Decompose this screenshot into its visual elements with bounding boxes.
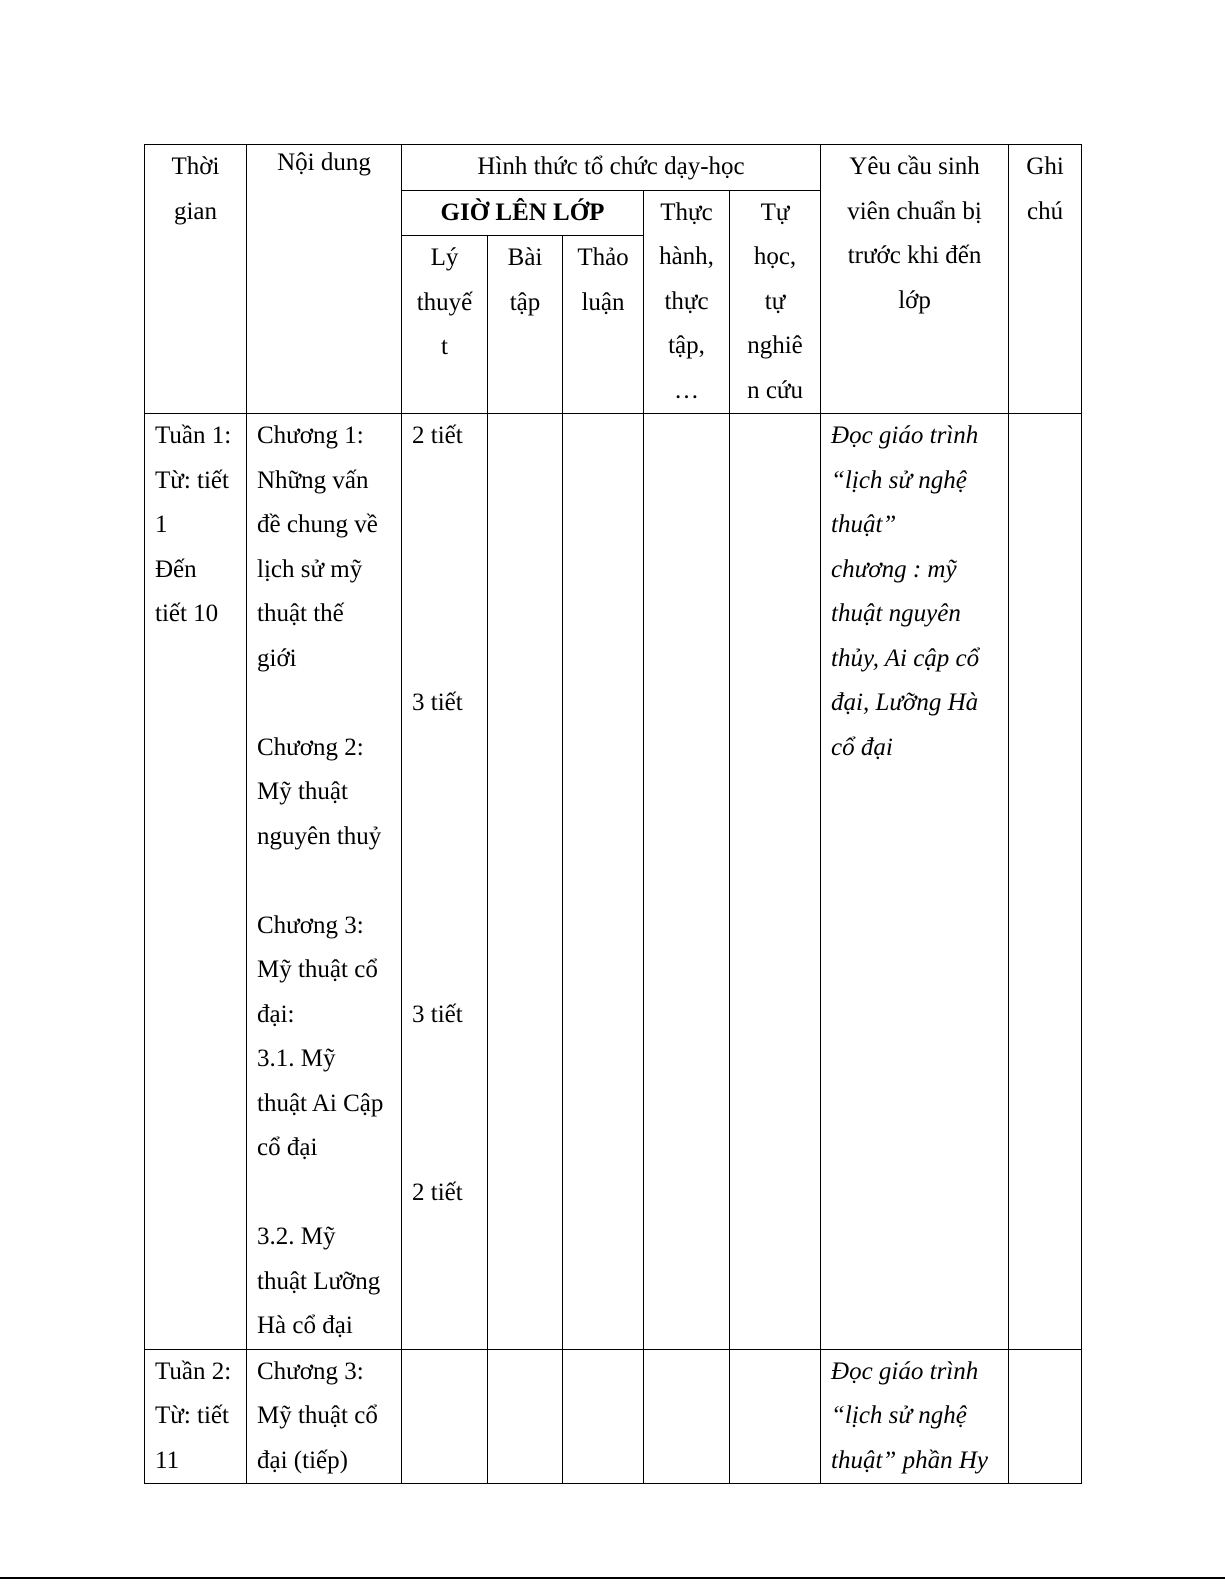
cell-time: Tuần 1: Từ: tiết 1 Đến tiết 10 — [145, 414, 247, 1350]
cell-exercise — [488, 1349, 563, 1484]
cell-self-study — [730, 414, 821, 1350]
table-row — [145, 1349, 1082, 1484]
header-notes: Ghi chú — [1009, 145, 1082, 414]
page-bottom-border — [0, 1577, 1225, 1579]
header-class-hours: GIỜ LÊN LỚP — [402, 190, 644, 236]
header-requirements: Yêu cầu sinh viên chuẩn bị trước khi đến lớp — [821, 145, 1009, 414]
cell-discussion — [563, 414, 644, 1350]
cell-requirements: Đọc giáo trình “lịch sử nghệ thuật” phần Hy — [821, 1349, 1009, 1484]
cell-practice — [644, 414, 730, 1350]
header-theory: Lý thuyế t — [402, 236, 488, 414]
cell-theory: 2 tiết 3 tiết 3 tiết 2 tiết — [402, 414, 488, 1350]
header-self-study: Tự học, tự nghiê n cứu — [730, 190, 821, 414]
cell-requirements: Đọc giáo trình “lịch sử nghệ thuật” chương : mỹ thuật nguyên thủy, Ai cập cổ đại, Lưỡng Hà cổ đại — [821, 414, 1009, 1350]
header-time: Thời gian — [145, 145, 247, 414]
cell-theory — [402, 1349, 488, 1484]
header-exercise: Bài tập — [488, 236, 563, 414]
header-form-group: Hình thức tổ chức dạy-học — [402, 145, 821, 191]
table-row — [145, 414, 1082, 1350]
cell-exercise — [488, 414, 563, 1350]
header-practice: Thực hành, thực tập, … — [644, 190, 730, 414]
header-content: Nội dung — [247, 145, 402, 414]
schedule-table — [144, 144, 1082, 1484]
cell-discussion — [563, 1349, 644, 1484]
cell-practice — [644, 1349, 730, 1484]
cell-time: Tuần 2: Từ: tiết 11 — [145, 1349, 247, 1484]
cell-notes — [1009, 414, 1082, 1350]
cell-content: Chương 1: Những vấn đề chung về lịch sử mỹ thuật thế giới Chương 2: Mỹ thuật nguyên thuỷ Chương 3: Mỹ thuật cổ đại: 3.1. Mỹ thuật Ai Cập cổ đại 3.2. Mỹ thuật Lưỡng Hà cổ đại — [247, 414, 402, 1350]
cell-notes — [1009, 1349, 1082, 1484]
cell-content: Chương 3: Mỹ thuật cổ đại (tiếp) — [247, 1349, 402, 1484]
header-discussion: Thảo luận — [563, 236, 644, 414]
cell-self-study — [730, 1349, 821, 1484]
